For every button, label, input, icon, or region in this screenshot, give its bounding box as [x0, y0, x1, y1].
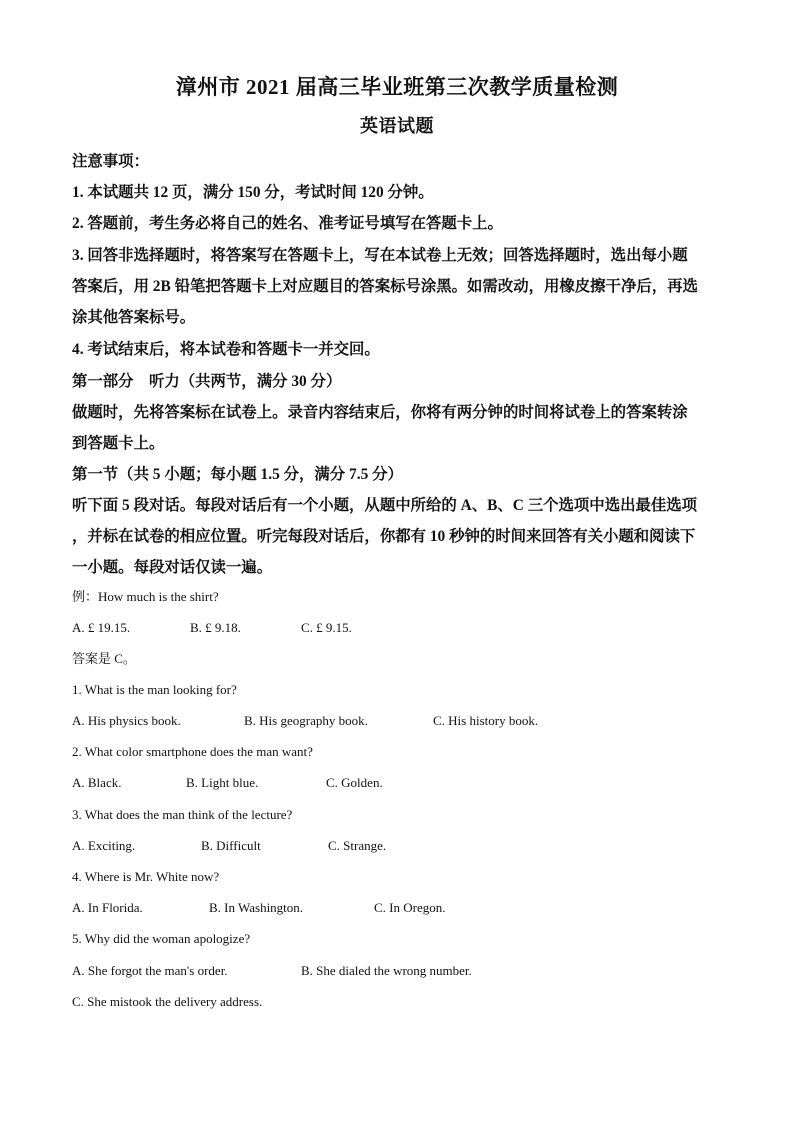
part1-intro-line: 到答题卡上。	[72, 435, 165, 452]
question-1-option-a: A. His physics book.	[72, 713, 181, 728]
note-item-3-line: 3. 回答非选择题时，将答案写在答题卡上，写在本试卷上无效；回答选择题时，选出每小题	[72, 247, 688, 264]
exam-title: 漳州市 2021 届高三毕业班第三次教学质量检测	[175, 75, 619, 99]
note-item-1: 1. 本试题共 12 页，满分 150 分，考试时间 120 分钟。	[72, 184, 434, 201]
question-1-option-b: B. His geography book.	[244, 713, 368, 728]
part1-intro	[72, 397, 727, 459]
note-item-3	[72, 240, 727, 333]
example-option-a: A. £ 19.15.	[72, 620, 131, 635]
question-3-option-a: A. Exciting.	[72, 838, 136, 853]
question-5-option-a: A. She forgot the man's order.	[72, 963, 228, 978]
question-2: 2. What color smartphone does the man want?	[72, 744, 313, 759]
example-answer: 答案是 C。	[72, 651, 136, 666]
section1-heading: 第一节（共 5 小题；每小题 1.5 分，满分 7.5 分）	[72, 466, 403, 483]
note-item-3-line: 涂其他答案标号。	[72, 309, 196, 326]
section1-intro-line: ，并标在试卷的相应位置。听完每段对话后，你都有 10 秒钟的时间来回答有关小题和阅读下	[72, 528, 696, 545]
question-2-option-a: A. Black.	[72, 775, 122, 790]
question-4-option-a: A. In Florida.	[72, 900, 143, 915]
question-5-option-c: C. She mistook the delivery address.	[72, 994, 263, 1009]
example-question: 例：How much is the shirt?	[72, 589, 219, 604]
question-1-option-c: C. His history book.	[433, 713, 539, 728]
part1-intro-line: 做题时，先将答案标在试卷上。录音内容结束后，你将有两分钟的时间将试卷上的答案转涂	[72, 404, 688, 421]
note-item-3-line: 答案后，用 2B 铅笔把答题卡上对应题目的答案标号涂黑。如需改动，用橡皮擦干净后，再选	[72, 278, 698, 295]
question-2-option-c: C. Golden.	[326, 775, 383, 790]
section1-intro-line: 一小题。每段对话仅读一遍。	[72, 559, 273, 576]
question-5-option-b: B. She dialed the wrong number.	[301, 963, 472, 978]
question-4-option-c: C. In Oregon.	[374, 900, 446, 915]
question-4-option-b: B. In Washington.	[209, 900, 304, 915]
question-4: 4. Where is Mr. White now?	[72, 869, 220, 884]
question-3-option-c: C. Strange.	[328, 838, 387, 853]
example-option-c: C. £ 9.15.	[301, 620, 352, 635]
question-3: 3. What does the man think of the lecture?	[72, 807, 293, 822]
note-item-2: 2. 答题前，考生务必将自己的姓名、准考证号填写在答题卡上。	[72, 215, 503, 232]
notes-heading: 注意事项：	[72, 153, 149, 170]
section1-intro-line: 听下面 5 段对话。每段对话后有一个小题，从题中所给的 A、B、C 三个选项中选出最佳选项	[72, 497, 698, 514]
note-item-4: 4. 考试结束后，将本试卷和答题卡一并交回。	[72, 341, 380, 358]
example-option-b: B. £ 9.18.	[190, 620, 241, 635]
question-1: 1. What is the man looking for?	[72, 682, 237, 697]
question-5: 5. Why did the woman apologize?	[72, 931, 251, 946]
question-3-option-b: B. Difficult	[201, 838, 261, 853]
section1-intro	[72, 490, 727, 583]
part1-heading: 第一部分 听力（共两节，满分 30 分）	[72, 373, 342, 390]
exam-subtitle: 英语试题	[360, 116, 434, 136]
question-2-option-b: B. Light blue.	[186, 775, 259, 790]
